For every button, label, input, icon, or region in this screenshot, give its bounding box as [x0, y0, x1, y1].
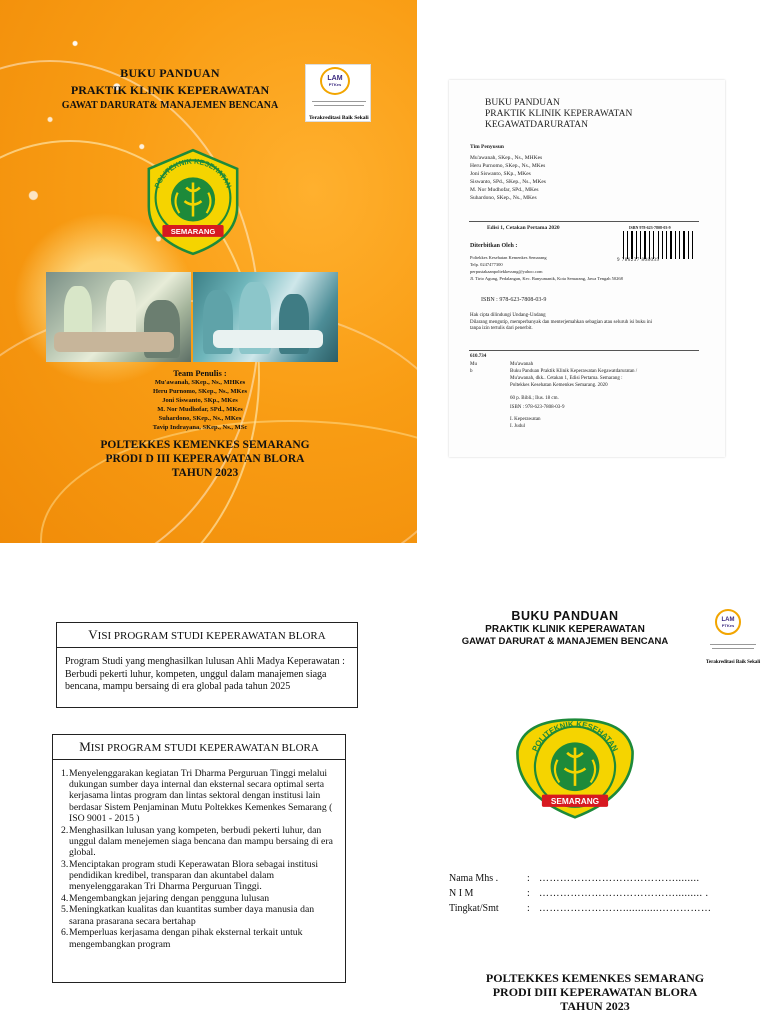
- lam-fineprint: [706, 641, 760, 651]
- edition-info: Edisi 1, Cetakan Pertama 2020: [487, 225, 560, 231]
- barcode-bar: [623, 231, 624, 259]
- field-colon: :: [527, 873, 530, 884]
- nursing-practice-photo: [46, 272, 191, 362]
- isbn-number: ISBN : 978-623-7808-03-9: [481, 297, 547, 303]
- catalog-subject: I. Judul: [510, 424, 525, 429]
- semester-row: [449, 901, 712, 916]
- barcode-bar: [640, 231, 641, 259]
- cover-author-list: [100, 368, 300, 432]
- catalog-line: Buku Panduan Praktik Klinik Keperawatan Kegawatdaruratan /: [510, 369, 638, 374]
- student-id-field: …………………………………......... .: [539, 888, 709, 899]
- mission-box: [52, 734, 346, 983]
- semester-field: ……………………............……………: [539, 903, 712, 914]
- barcode-bar: [688, 231, 689, 259]
- list-item: 4. Mengembangkan jejaring dengan pengguna lulusan: [61, 892, 270, 904]
- barcode-bar: [649, 231, 650, 259]
- barcode-bar: [653, 231, 654, 259]
- lam-logo-text: LAM: [721, 616, 735, 623]
- catalog-subject: I. Keperawatan: [510, 417, 541, 422]
- inner-title: BUKU PANDUAN: [511, 609, 619, 623]
- accreditation-status: Terakreditasi Baik Sekali: [309, 115, 369, 121]
- publication-year: TAHUN 2023: [560, 999, 630, 1013]
- compiler-name: Siswanto, SPd., SKep., Ns., MKes: [470, 179, 546, 185]
- author-name: Joni Siswanto, SKp., MKes: [162, 397, 238, 404]
- barcode-bar: [666, 231, 667, 259]
- isbn-label-top: ISBN 978-623-7808-03-9: [629, 225, 671, 230]
- author-name: Suhardono, SKep., Ns., MKes: [158, 415, 242, 422]
- institution-name: POLTEKKES KEMENKES SEMARANG: [100, 439, 310, 451]
- vision-title-rest: ISI PROGRAM STUDI KEPERAWATAN BLORA: [97, 630, 326, 642]
- barcode-bar: [670, 231, 672, 259]
- publication-year: TAHUN 2023: [171, 467, 239, 479]
- lam-logo-text: LAM: [327, 75, 343, 82]
- catalog-author: Mu'awanah: [510, 362, 534, 367]
- author-name: Tavip Indrayana, SKep., Ns., MSc: [152, 424, 248, 431]
- compiler-name: M. Nor Mudhofar, SPd., MKes: [470, 187, 539, 193]
- cover-photos: [46, 272, 338, 362]
- barcode-bar: [627, 231, 628, 259]
- barcode-bar: [675, 231, 676, 259]
- emblem-top-text: POLITEKNIK KESEHATAN: [152, 156, 234, 190]
- poltekkes-emblem: [514, 716, 636, 821]
- vision-text: Program Studi yang menghasilkan lulusan Ahli Madya Keperawatan : Berbudi pekerti luhur, kompeten, unggul dalam manajemen siaga bencana, mampu bersaing di era global pada tahun 2025: [65, 656, 345, 692]
- list-item: 1. Menyelenggarakan kegiatan Tri Dharma Perguruan Tinggi melalui dukungan sumber daya internal dan eksternal secara optimal serta kerjasama lintas program dan lintas sektoral dengan institusi lain berdasar Sistem Penjaminan Mutu Poltekkes Kemenkes Semarang ( ISO 9001 - 2015 ): [61, 768, 333, 824]
- catalog-number: 610.734: [470, 354, 487, 359]
- barcode-bar: [679, 231, 680, 259]
- barcode-bar: [636, 231, 637, 259]
- field-label: Tingkat/Smt: [449, 903, 499, 914]
- mission-list: [61, 768, 337, 950]
- publisher-name: Poltekkes Kesehatan Kemenkes Semarang: [470, 255, 547, 260]
- divider: [469, 221, 699, 222]
- barcode-bar: [631, 231, 633, 259]
- catalog-code: b: [470, 369, 473, 374]
- vision-title: [57, 623, 357, 648]
- copyright-title-block: [485, 98, 632, 131]
- emblem-bottom-text: SEMARANG: [550, 796, 600, 806]
- rights-notice: [470, 313, 710, 333]
- barcode-bar: [692, 231, 693, 259]
- emergency-care-photo: [193, 272, 338, 362]
- barcode-bar: [644, 231, 646, 259]
- publisher-address: Jl. Tirto Agung, Pedalangan, Kec. Banyumanik, Kota Semarang, Jawa Tengah 50268: [470, 276, 623, 281]
- catalog-line: 60 p. Bibli.; Ilus. 18 cm.: [510, 396, 559, 401]
- publisher-email: perpustakaanpoltekkessmg@yahoo.com: [470, 269, 543, 274]
- inner-institution: [440, 971, 750, 1013]
- copyright-title: BUKU PANDUAN: [485, 98, 560, 108]
- author-name: Heru Purnomo, SKep., Ns., MKes: [152, 388, 248, 395]
- vision-title-initial: V: [88, 627, 98, 642]
- list-item: 3. Menciptakan program studi Keperawatan Blora sebagai institusi pendidikan kredibel, transparan dan akuntabel dalam menyelenggarakan Tri Dharma Perguruan Tinggi.: [61, 858, 319, 893]
- catalog-line: Poltekkes Kesehatan Kemenkes Semarang. 2020: [510, 383, 608, 388]
- cover-subtitle: PRAKTIK KLINIK KEPERAWATAN: [70, 83, 270, 97]
- lam-logo-sub: PTKes: [721, 622, 735, 628]
- field-label: N I M: [449, 888, 474, 899]
- student-name-row: [449, 871, 712, 886]
- rights-line: Dilarang mengutip, memperbanyak dan menterjemahkan sebagian atau seluruh isi buku ini: [470, 319, 653, 325]
- rights-line: Hak cipta dilindungi Undang-Undang: [470, 313, 546, 318]
- mission-title-rest: ISI PROGRAM STUDI KEPERAWATAN BLORA: [90, 742, 319, 754]
- lam-accreditation-logo: [305, 64, 371, 122]
- emblem-icon: [514, 716, 636, 821]
- program-name: PRODI DIII KEPERAWATAN BLORA: [492, 985, 698, 999]
- barcode-number: 9 786237 808039: [617, 258, 660, 263]
- compiler-team-list: [470, 154, 546, 202]
- list-item: 2. Menghasilkan lulusan yang kompeten, berbudi pekerti luhur, dan unggul dalam menejemen siaga bencana dan mampu bersaing di era global.: [61, 824, 333, 858]
- compiler-name: Suhardono, SKep., Ns., MKes: [470, 195, 537, 201]
- divider: [469, 350, 699, 351]
- barcode-bar: [683, 231, 685, 259]
- cover-subtitle-2: GAWAT DARURAT& MANAJEMEN BENCANA: [61, 100, 279, 111]
- field-label: Nama Mhs .: [449, 873, 499, 884]
- isbn-barcode: [623, 231, 695, 259]
- cover-title-block: [40, 66, 300, 111]
- accreditation-status: Terakreditasi Baik Sekali: [706, 660, 761, 665]
- compiler-name: Mu'awanah, SKep., Ns., MHKes: [470, 155, 543, 161]
- cover-institution: [60, 438, 350, 480]
- inner-title-block: [430, 609, 700, 647]
- copyright-page: [449, 80, 725, 457]
- catalog-line: ISBN : 978-623-7808-03-9: [510, 405, 565, 410]
- publisher-title: Diterbitkan Oleh :: [470, 243, 518, 249]
- catalog-code: Mu: [470, 362, 477, 367]
- book-cover: [0, 0, 417, 543]
- inner-cover-page: [420, 600, 768, 1024]
- copyright-subtitle: PRAKTIK KLINIK KEPERAWATAN: [485, 109, 633, 119]
- author-list-title: Team Penulis :: [173, 368, 227, 378]
- poltekkes-emblem: [142, 145, 244, 259]
- lam-fineprint: [308, 98, 370, 108]
- emblem-icon: [142, 145, 244, 259]
- student-info-fields: [449, 871, 712, 916]
- lam-accreditation-logo: [706, 607, 760, 671]
- compiler-team-title: Tim Penyusun: [470, 144, 504, 150]
- barcode-bar: [662, 231, 663, 259]
- inner-subtitle: PRAKTIK KLINIK KEPERAWATAN: [485, 624, 645, 635]
- catalog-line: Mu'awanah, dkk.. Cetakan 1, Edisi Pertama. Semarang :: [510, 376, 623, 381]
- compiler-name: Joni Siswanto, SKp., MKes: [470, 171, 531, 177]
- lam-logo-sub: PTKes: [328, 82, 342, 87]
- compiler-name: Heru Purnomo, SKep., Ns., MKes: [470, 163, 546, 169]
- lam-icon: [320, 67, 350, 95]
- rights-line: tanpa izin tertulis dari penerbit.: [470, 326, 533, 331]
- lam-icon: [715, 609, 741, 635]
- field-colon: :: [527, 903, 530, 914]
- vision-box: [56, 622, 358, 708]
- author-name: Mu'awanah, SKep., Ns., MHKes: [154, 379, 246, 386]
- student-id-row: [449, 886, 712, 901]
- author-name: M. Nor Mudhofar, SPd., MKes: [157, 406, 243, 413]
- mission-title: [53, 735, 345, 760]
- mission-title-initial: M: [79, 739, 91, 754]
- publisher-phone: Telp. 0247477300: [470, 262, 503, 267]
- emblem-top-text: POLITEKNIK KESEHATAN: [530, 719, 620, 753]
- list-item: 6. Memperluas kerjasama dengan pihak eksternal terkait untuk mengembangkan program: [61, 927, 303, 950]
- copyright-subtitle-2: KEGAWATDARURATAN: [485, 120, 588, 130]
- program-name: PRODI D III KEPERAWATAN BLORA: [105, 453, 305, 465]
- field-colon: :: [527, 888, 530, 899]
- inner-subtitle-2: GAWAT DARURAT & MANAJEMEN BENCANA: [461, 636, 669, 647]
- institution-name: POLTEKKES KEMENKES SEMARANG: [485, 971, 705, 985]
- student-name-field: …………………………………........: [539, 873, 700, 884]
- list-item: 5. Meningkatkan kualitas dan kuantitas sumber daya manusia dan sarana prasarana secara bertahap: [61, 904, 315, 927]
- emblem-bottom-text: SEMARANG: [170, 226, 216, 236]
- barcode-bar: [658, 231, 659, 259]
- cover-title: BUKU PANDUAN: [120, 66, 220, 80]
